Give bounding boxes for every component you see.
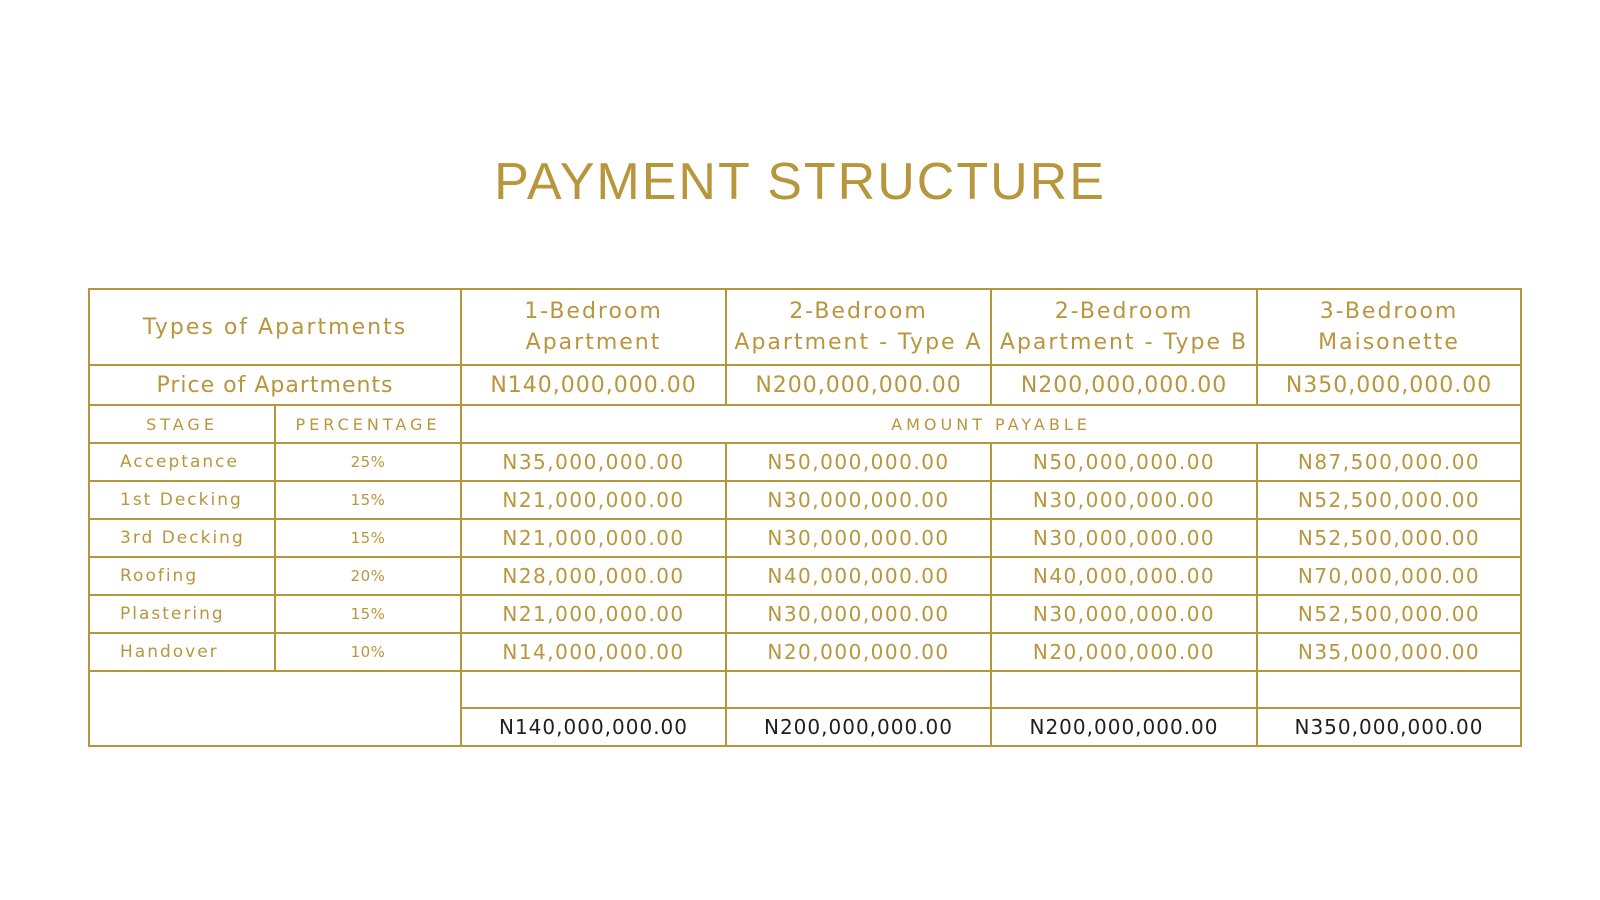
amount-cell: N70,000,000.00 <box>1257 557 1521 595</box>
table-row <box>89 481 1521 519</box>
apartment-types-row <box>89 289 1521 365</box>
stage-percentage: 15% <box>275 481 461 519</box>
blank-cell <box>726 671 991 708</box>
apartment-name-line2: Apartment - Type A <box>734 330 983 355</box>
stage-label: STAGE <box>89 405 275 443</box>
amount-payable-label: AMOUNT PAYABLE <box>461 405 1521 443</box>
amount-cell: N14,000,000.00 <box>461 633 726 671</box>
amount-cell: N30,000,000.00 <box>991 595 1257 633</box>
table-row <box>89 633 1521 671</box>
stage-percentage: 15% <box>275 595 461 633</box>
amount-cell: N30,000,000.00 <box>991 481 1257 519</box>
stage-percentage: 20% <box>275 557 461 595</box>
price-row <box>89 365 1521 405</box>
apartment-name-line1: 1-Bedroom <box>524 299 663 324</box>
stage-name: 3rd Decking <box>89 519 275 557</box>
amount-cell: N30,000,000.00 <box>726 481 991 519</box>
amount-cell: N35,000,000.00 <box>1257 633 1521 671</box>
stage-name: Roofing <box>89 557 275 595</box>
amount-cell: N52,500,000.00 <box>1257 519 1521 557</box>
apartment-header <box>461 289 726 365</box>
amount-cell: N30,000,000.00 <box>726 595 991 633</box>
table-row <box>89 443 1521 481</box>
stage-name: Plastering <box>89 595 275 633</box>
page-title: PAYMENT STRUCTURE <box>494 153 1106 211</box>
apartment-name-line2: Apartment - Type B <box>999 330 1249 355</box>
amount-cell: N52,500,000.00 <box>1257 595 1521 633</box>
apartment-header <box>1257 289 1521 365</box>
amount-cell: N40,000,000.00 <box>991 557 1257 595</box>
amount-cell: N52,500,000.00 <box>1257 481 1521 519</box>
types-label: Types of Apartments <box>89 289 461 365</box>
amount-cell: N50,000,000.00 <box>726 443 991 481</box>
apartment-name-line1: 2-Bedroom <box>789 299 928 324</box>
stage-percentage: 15% <box>275 519 461 557</box>
column-labels-row <box>89 405 1521 443</box>
stage-name: Acceptance <box>89 443 275 481</box>
amount-cell: N28,000,000.00 <box>461 557 726 595</box>
spacer-row <box>89 671 1521 708</box>
apartment-name-line2: Apartment <box>525 330 662 355</box>
amount-cell: N40,000,000.00 <box>726 557 991 595</box>
apartment-price: N200,000,000.00 <box>726 365 991 405</box>
apartment-header <box>991 289 1257 365</box>
payment-structure-table <box>88 288 1522 747</box>
amount-cell: N30,000,000.00 <box>991 519 1257 557</box>
price-label: Price of Apartments <box>89 365 461 405</box>
apartment-name-line1: 3-Bedroom <box>1319 299 1459 324</box>
amount-cell: N21,000,000.00 <box>461 595 726 633</box>
blank-cell <box>1257 671 1521 708</box>
total-amount: N350,000,000.00 <box>1257 708 1521 746</box>
blank-cell <box>461 671 726 708</box>
stage-name: 1st Decking <box>89 481 275 519</box>
apartment-header <box>726 289 991 365</box>
amount-cell: N30,000,000.00 <box>726 519 991 557</box>
amount-cell: N20,000,000.00 <box>991 633 1257 671</box>
blank-cell <box>991 671 1257 708</box>
apartment-price: N200,000,000.00 <box>991 365 1257 405</box>
stage-percentage: 10% <box>275 633 461 671</box>
apartment-price: N140,000,000.00 <box>461 365 726 405</box>
table-row <box>89 595 1521 633</box>
stage-name: Handover <box>89 633 275 671</box>
amount-cell: N35,000,000.00 <box>461 443 726 481</box>
amount-cell: N50,000,000.00 <box>991 443 1257 481</box>
amount-cell: N87,500,000.00 <box>1257 443 1521 481</box>
apartment-name-line1: 2-Bedroom <box>1054 299 1194 324</box>
percentage-label: PERCENTAGE <box>275 405 461 443</box>
totals-blank-cell <box>89 671 461 746</box>
table-row <box>89 557 1521 595</box>
apartment-price: N350,000,000.00 <box>1257 365 1521 405</box>
amount-cell: N20,000,000.00 <box>726 633 991 671</box>
total-amount: N200,000,000.00 <box>991 708 1257 746</box>
apartment-name-line2: Maisonette <box>1318 330 1460 355</box>
amount-cell: N21,000,000.00 <box>461 481 726 519</box>
amount-cell: N21,000,000.00 <box>461 519 726 557</box>
total-amount: N200,000,000.00 <box>726 708 991 746</box>
total-amount: N140,000,000.00 <box>461 708 726 746</box>
table-row <box>89 519 1521 557</box>
stage-percentage: 25% <box>275 443 461 481</box>
